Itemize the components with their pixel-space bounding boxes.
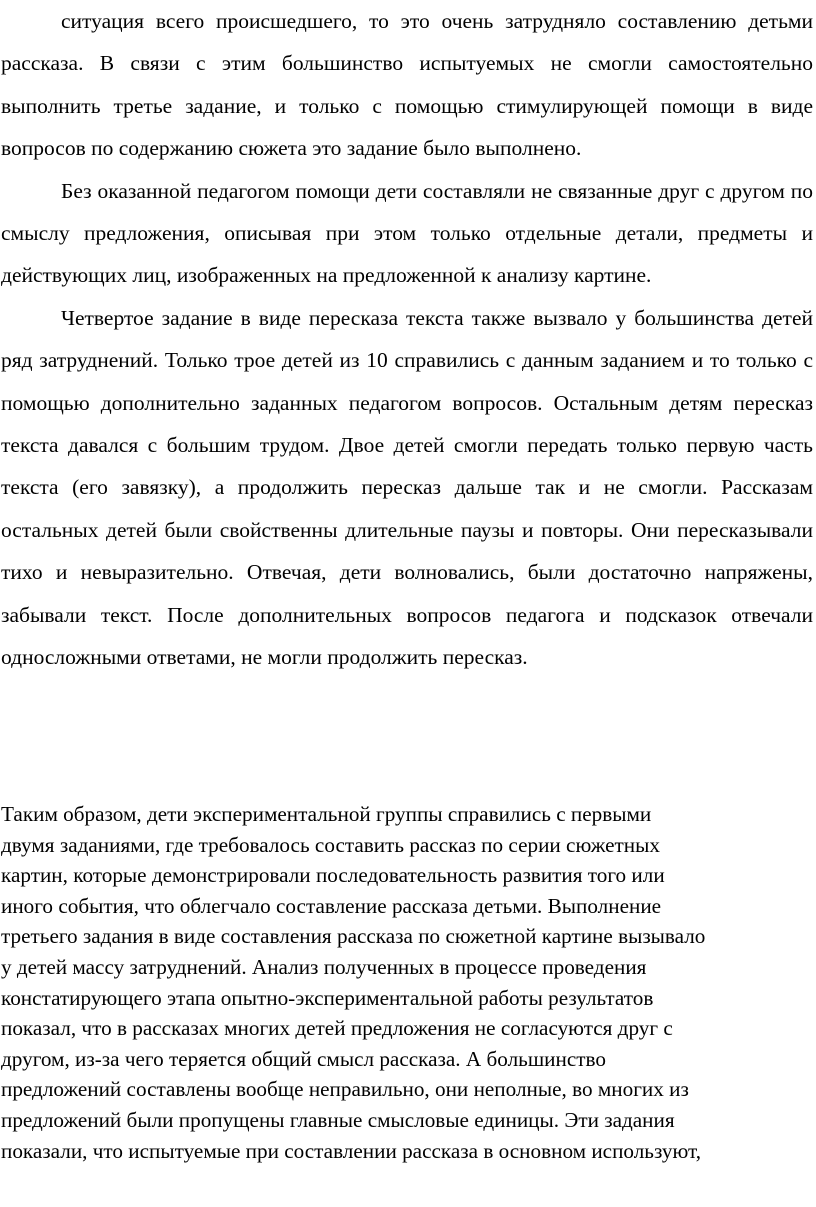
paragraph-2: Без оказанной педагогом помощи дети составляли не связанные друг с другом по смыслу предложения, описывая при этом только отдельные детали, предметы и действующих лиц, изображенных на предложенной к анализу картине. xyxy=(1,178,813,288)
summary-line-6: у детей массу затруднений. Анализ полученных в процессе проведения xyxy=(1,954,647,979)
summary-line-1: Таким образом, дети экспериментальной группы справились с первыми xyxy=(1,802,652,826)
summary-line-5: третьего задания в виде составления рассказа по сюжетной картине вызывало xyxy=(1,924,706,949)
summary-line-10: предложений составлены вообще неправильно, они неполные, во многих из xyxy=(1,1077,689,1102)
summary-line-7: констатирующего этапа опытно-экспериментальной работы результатов xyxy=(1,985,654,1010)
paragraph-3: Четвертое задание в виде пересказа текста также вызвало у большинства детей ряд затруднений. Только трое детей из 10 справились с данным заданием и то только с помощью дополнительно заданных педагогом вопросов. Остальным детям пересказ текста давался с большим трудом. Двое детей смогли передать только первую часть текста (его завязку), а продолжить пересказ дальше так и не смогли. Рассказам остальных детей были свойственны длительные паузы и повторы. Они пересказывали тихо и невыразительно. Отвечая, дети волновались, были достаточно напряжены, забывали текст. После дополнительных вопросов педагога и подсказок отвечали односложными ответами, не могли продолжить пересказ. xyxy=(1,305,813,670)
summary-line-2: двумя заданиями, где требовалось составить рассказ по серии сюжетных xyxy=(1,832,660,857)
summary-line-3: картин, которые демонстрировали последовательность развития того или xyxy=(1,863,665,888)
summary-line-12: показали, что испытуемые при составлении рассказа в основном используют, xyxy=(1,1138,702,1163)
main-text-block xyxy=(1,0,813,679)
summary-line-8: показал, что в рассказах многих детей предложения не согласуются друг с xyxy=(1,1016,673,1041)
summary-line-4: иного события, что облегчало составление рассказа детьми. Выполнение xyxy=(1,893,662,918)
paragraph-1: ситуация всего происшедшего, то это очень затрудняло составлению детьми рассказа. В связи с этим большинство испытуемых не смогли самостоятельно выполнить третье задание, и только с помощью стимулирующей помощи в виде вопросов по содержанию сюжета это задание было выполнено. xyxy=(1,9,813,161)
summary-line-9: другом, из-за чего теряется общий смысл рассказа. А большинство xyxy=(1,1046,606,1071)
summary-line-11: предложений были пропущены главные смысловые единицы. Эти задания xyxy=(1,1107,675,1132)
summary-paragraph xyxy=(1,799,813,1166)
